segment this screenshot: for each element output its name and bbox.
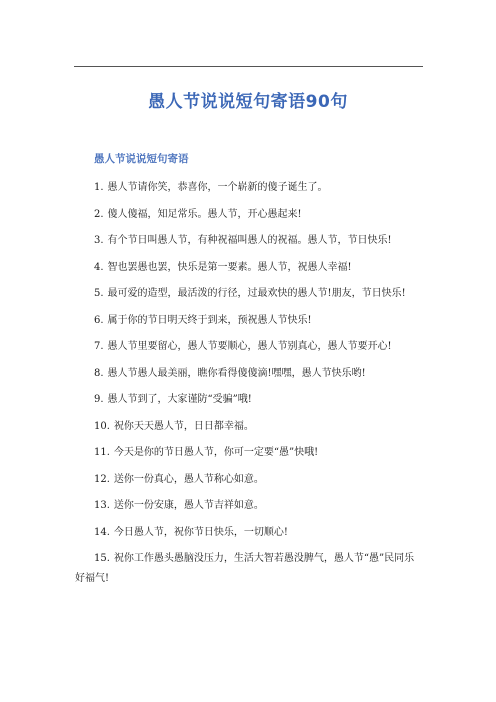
list-item xyxy=(94,258,434,285)
list-item xyxy=(94,337,434,364)
item-number: 13. xyxy=(94,500,110,511)
item-number: 3. xyxy=(94,235,104,246)
item-number: 8. xyxy=(94,367,104,379)
item-text: 愚人节到了，大家谨防“受骗”哦! xyxy=(107,394,252,405)
item-number: 1. xyxy=(94,182,104,193)
list-item xyxy=(94,390,434,417)
item-text: 愚人节愚人最美丽，瞧你看得傻傻滴!嘿嘿，愚人节快乐哟! xyxy=(107,367,366,379)
item-number: 14. xyxy=(94,526,110,538)
item-text: 今天是你的节日愚人节，你可一定要“愚”快哦! xyxy=(113,447,319,458)
item-text: 送你一份真心，愚人节称心如意。 xyxy=(113,473,264,485)
item-number: 7. xyxy=(94,341,104,352)
item-number: 11. xyxy=(94,447,110,458)
item-number: 15. xyxy=(94,553,110,564)
list-item xyxy=(94,443,434,470)
item-text: 属于你的节日明天终于到来，预祝愚人节快乐! xyxy=(107,314,312,326)
section-heading: 愚人节说说短句寄语 xyxy=(94,153,189,165)
list-item xyxy=(94,496,434,523)
document-title: 愚人节说说短句寄语90句 xyxy=(148,92,348,112)
item-text: 祝你工作愚头愚脑没压力，生活大智若愚没脾气，愚人节“愚”民同乐 xyxy=(113,553,415,564)
item-text: 愚人节里要留心，愚人节要顺心，愚人节别真心，愚人节要开心! xyxy=(107,341,392,352)
list-item xyxy=(94,178,434,205)
item-text-continuation: 好福气! xyxy=(75,573,110,584)
list-item xyxy=(75,549,434,589)
list-item xyxy=(94,523,434,550)
list-item xyxy=(94,364,434,391)
list-item xyxy=(94,470,434,497)
item-list xyxy=(75,178,434,589)
item-number: 6. xyxy=(94,314,104,326)
item-number: 4. xyxy=(94,261,104,273)
item-text: 祝你天天愚人节，日日都幸福。 xyxy=(113,420,254,432)
item-text: 今日愚人节，祝你节日快乐，一切顺心! xyxy=(113,526,288,538)
item-text: 愚人节请你笑，恭喜你，一个崭新的傻子诞生了。 xyxy=(107,182,328,193)
list-item xyxy=(94,284,434,311)
list-item xyxy=(94,311,434,338)
item-number: 9. xyxy=(94,394,104,405)
item-number: 2. xyxy=(94,208,104,220)
list-item xyxy=(94,205,434,232)
item-number: 5. xyxy=(94,288,104,299)
list-item xyxy=(94,417,434,444)
list-item xyxy=(94,231,434,258)
item-text: 最可爱的造型，最活泼的行径，过最欢快的愚人节!朋友，节日快乐! xyxy=(107,288,406,299)
item-text: 智也罢愚也罢，快乐是第一要素。愚人节，祝愚人幸福! xyxy=(107,261,352,273)
header-rule xyxy=(74,66,423,67)
item-text: 傻人傻福，知足常乐。愚人节，开心愚起来! xyxy=(107,208,302,220)
item-text: 有个节日叫愚人节，有种祝福叫愚人的祝福。愚人节，节日快乐! xyxy=(107,235,392,246)
item-text: 送你一份安康，愚人节吉祥如意。 xyxy=(113,500,264,511)
item-number: 10. xyxy=(94,420,110,432)
item-number: 12. xyxy=(94,473,110,485)
